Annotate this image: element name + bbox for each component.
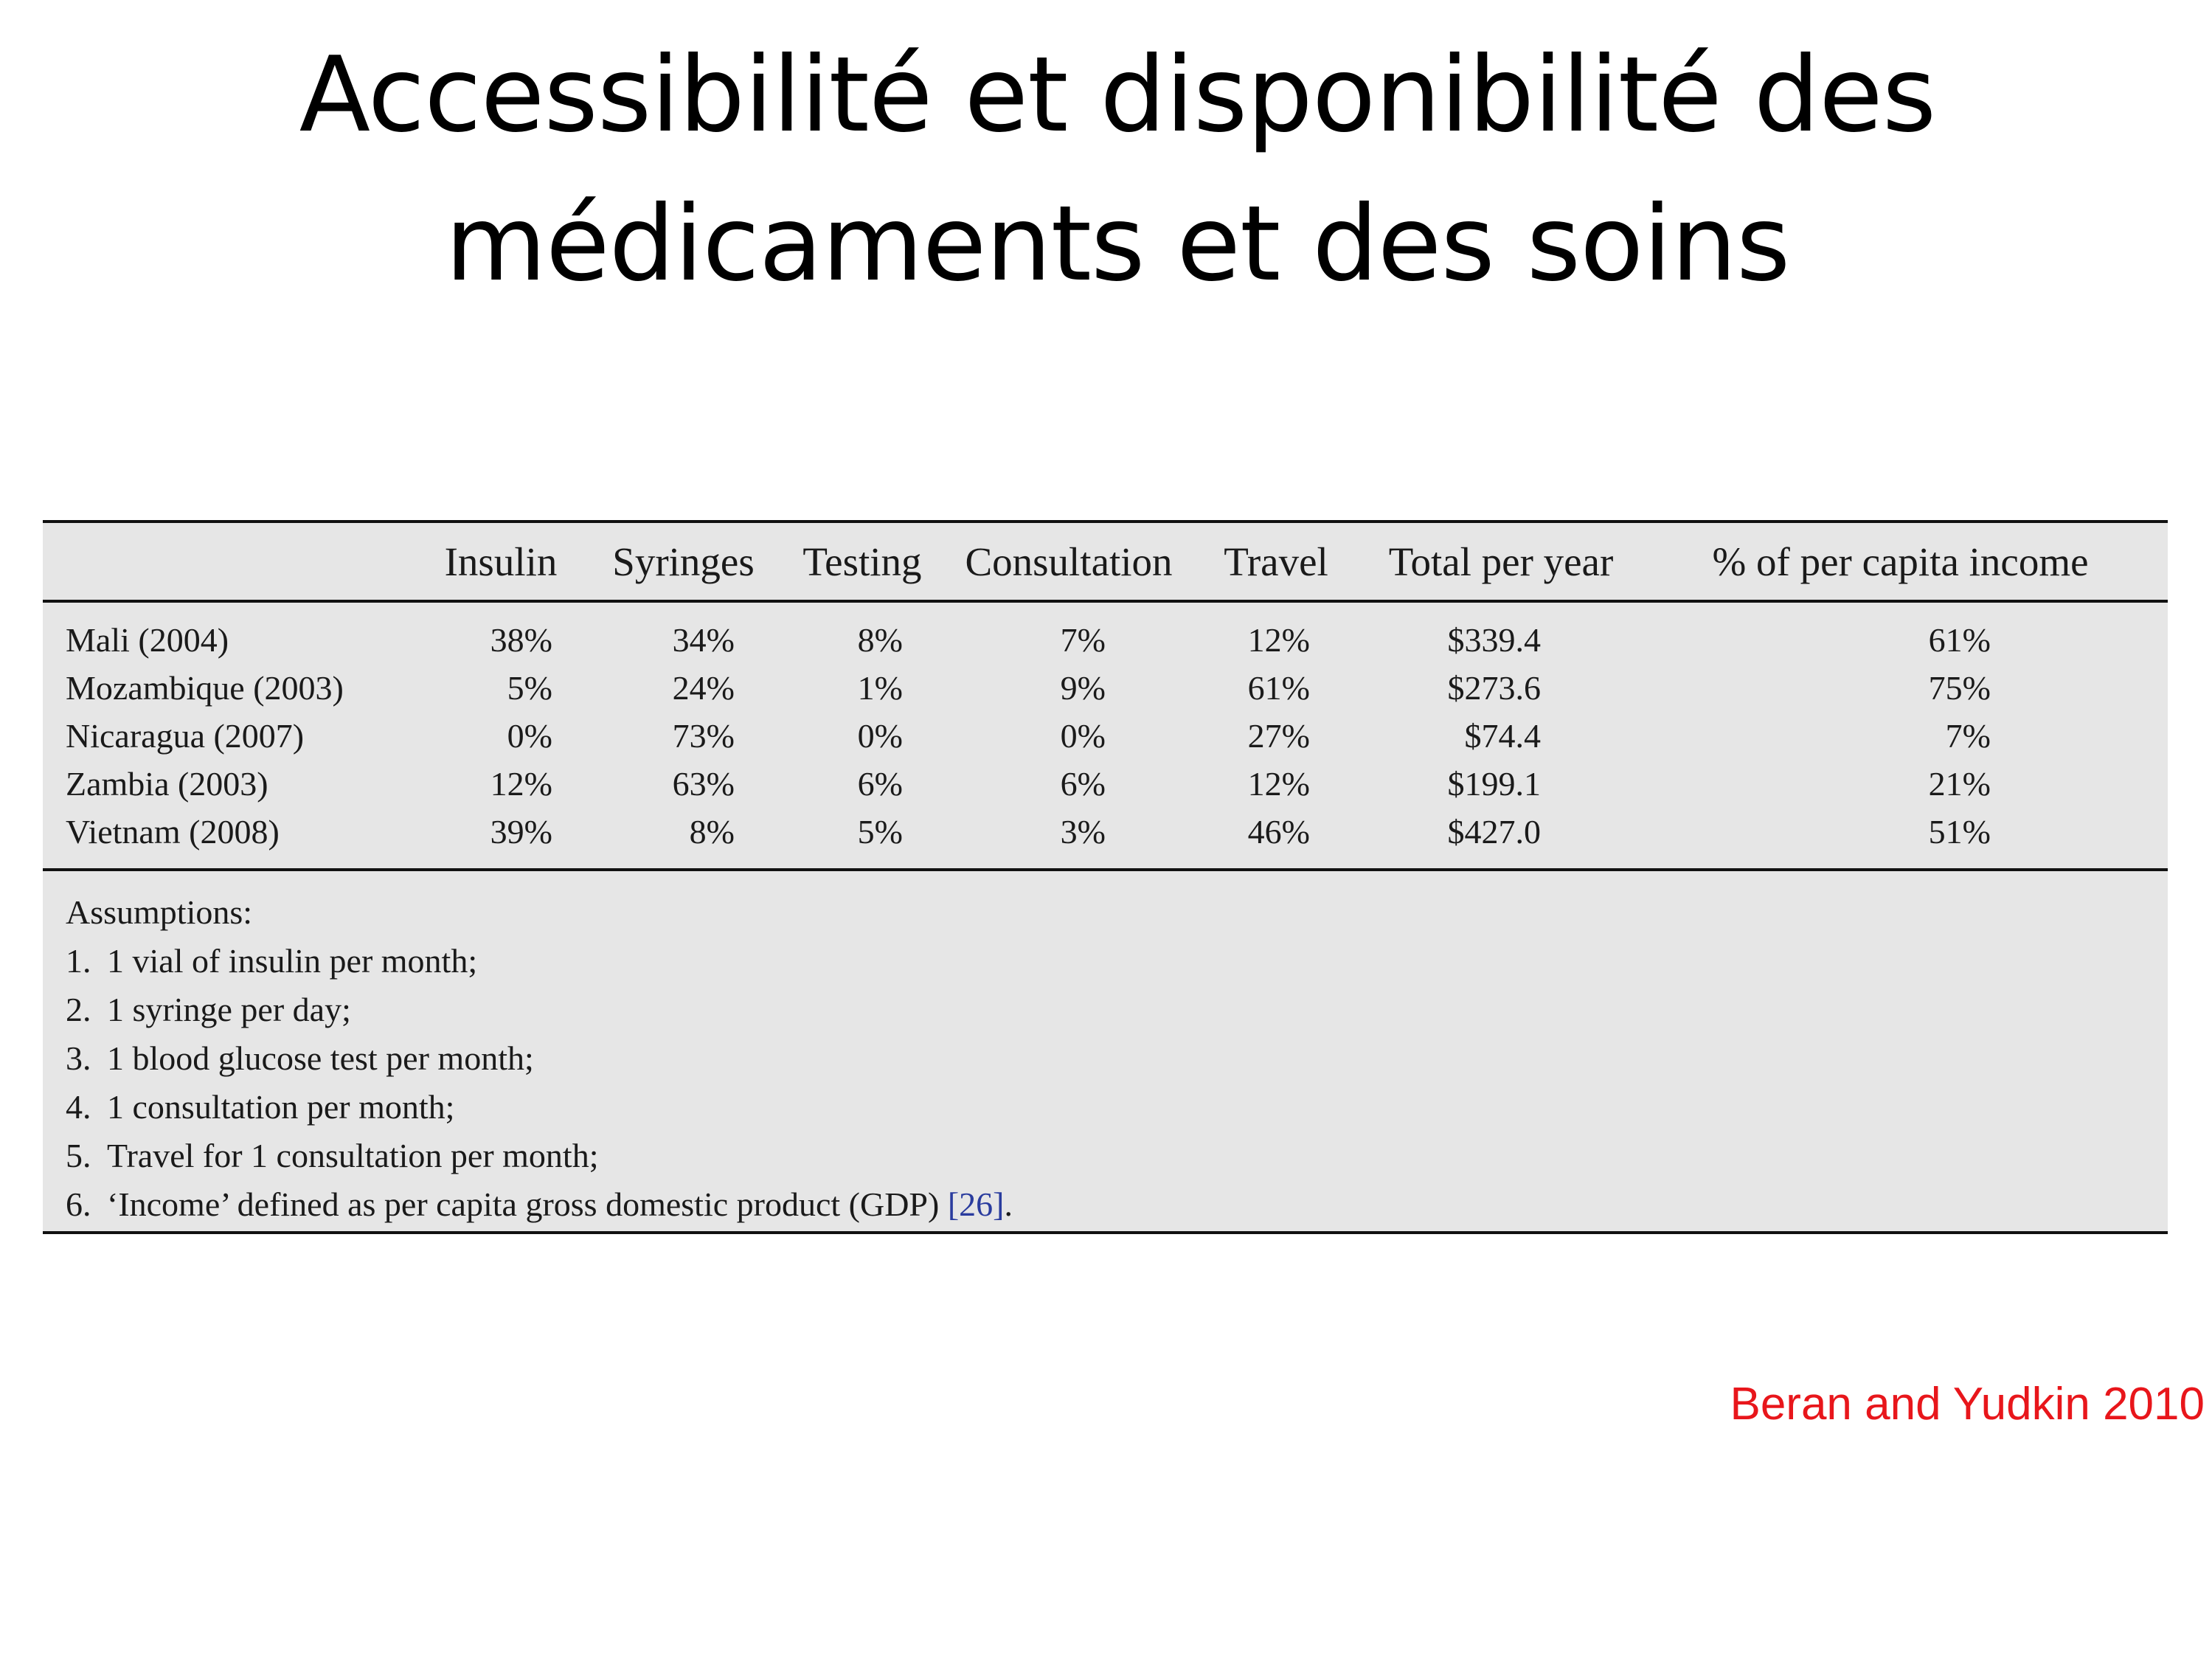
assumptions-list [66,937,1013,1229]
header-pct-income: % of per capita income [1712,538,2089,584]
list-item [66,1180,1013,1229]
assumptions-heading: Assumptions: [66,893,253,931]
header-country [43,523,412,600]
cell-insulin: 5% [507,669,552,707]
slide-title [0,21,2212,319]
assumptions-divider [43,868,2168,871]
list-item [66,937,1013,986]
cell-pct-income: 75% [1928,669,1991,707]
table-row [43,712,2168,760]
list-item-number: 2. [66,991,91,1028]
cell-country: Vietnam (2008) [66,813,280,851]
cell-testing: 8% [857,621,903,659]
slide-title-line-2: médicaments et des soins [445,184,1790,305]
cell-syringes: 34% [672,621,735,659]
list-item [66,1132,1013,1180]
header-testing: Testing [802,538,922,584]
cell-total-per-year: $74.4 [1464,717,1541,755]
cell-insulin: 0% [507,717,552,755]
header-divider [43,600,2168,603]
header-travel: Travel [1224,538,1328,584]
table-row [43,760,2168,808]
list-item-text: Travel for 1 consultation per month; [107,1137,599,1174]
header-syringes: Syringes [612,538,755,584]
list-item-text: 1 vial of insulin per month; [107,942,478,980]
cell-insulin: 38% [490,621,552,659]
cell-travel: 46% [1247,813,1310,851]
list-item-number: 6. [66,1185,91,1223]
cell-insulin: 12% [490,765,552,803]
table-row [43,664,2168,712]
cell-pct-income: 7% [1945,717,1991,755]
table-header-row [43,523,2168,600]
list-item-text: 1 syringe per day; [107,991,351,1028]
list-item-number: 1. [66,942,91,980]
cell-country: Nicaragua (2007) [66,717,305,755]
cell-travel: 61% [1247,669,1310,707]
header-insulin: Insulin [444,538,558,584]
list-item-tail: . [1004,1185,1013,1223]
list-item [66,1034,1013,1083]
cell-total-per-year: $339.4 [1447,621,1541,659]
header-consultation: Consultation [965,538,1173,584]
cost-table-panel [43,520,2168,1234]
cell-syringes: 24% [672,669,735,707]
reference-link[interactable]: [26] [947,1185,1005,1223]
list-item-text: 1 blood glucose test per month; [107,1039,534,1077]
source-citation: Beran and Yudkin 2010 [1730,1379,2205,1430]
cell-country: Mali (2004) [66,621,229,659]
list-item-number: 4. [66,1088,91,1126]
cell-testing: 5% [857,813,903,851]
cell-pct-income: 61% [1928,621,1991,659]
cell-consultation: 3% [1060,813,1106,851]
cell-country: Mozambique (2003) [66,669,344,707]
cell-pct-income: 21% [1928,765,1991,803]
cell-total-per-year: $427.0 [1447,813,1541,851]
cell-consultation: 9% [1060,669,1106,707]
cell-insulin: 39% [490,813,552,851]
cell-total-per-year: $199.1 [1447,765,1541,803]
table-row [43,600,2168,664]
header-total-per-year: Total per year [1388,538,1614,584]
cell-consultation: 7% [1060,621,1106,659]
list-item-number: 5. [66,1137,91,1174]
assumptions-notes [66,888,1013,1229]
cell-travel: 12% [1247,621,1310,659]
cell-testing: 6% [857,765,903,803]
cell-testing: 0% [857,717,903,755]
slide-title-line-1: Accessibilité et disponibilité des [299,35,1936,156]
cell-country: Zambia (2003) [66,765,268,803]
list-item [66,1083,1013,1132]
cell-travel: 27% [1247,717,1310,755]
cell-syringes: 73% [672,717,735,755]
cell-syringes: 63% [672,765,735,803]
cell-pct-income: 51% [1928,813,1991,851]
list-item-text: ‘Income’ defined as per capita gross domestic product (GDP) [107,1185,948,1223]
cell-syringes: 8% [689,813,735,851]
table-row [43,808,2168,856]
list-item-number: 3. [66,1039,91,1077]
cell-total-per-year: $273.6 [1447,669,1541,707]
cell-consultation: 0% [1060,717,1106,755]
cost-table [43,523,2168,856]
list-item-text: 1 consultation per month; [107,1088,455,1126]
cell-testing: 1% [857,669,903,707]
cell-travel: 12% [1247,765,1310,803]
cell-consultation: 6% [1060,765,1106,803]
list-item [66,986,1013,1034]
